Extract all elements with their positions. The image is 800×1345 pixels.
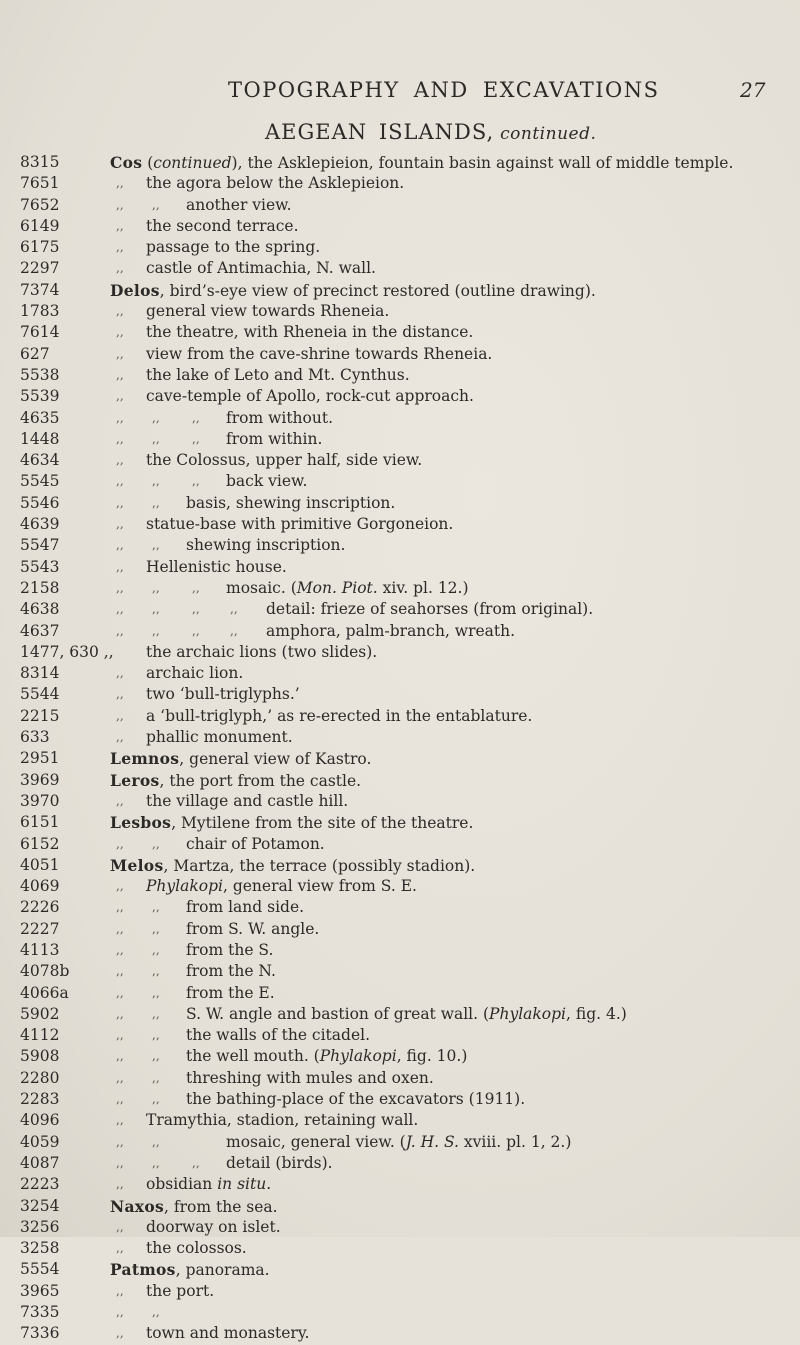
ditto-mark: ,, <box>192 431 200 446</box>
catalogue-entry <box>20 450 790 471</box>
ditto-mark: ,, <box>116 517 124 532</box>
slide-number: 2283 <box>20 1090 60 1109</box>
ditto-mark: ,, <box>152 1092 160 1107</box>
catalogue-entry <box>20 1302 790 1323</box>
slide-number: 2215 <box>20 706 60 725</box>
slide-number: 4087 <box>20 1153 60 1172</box>
entry-description: archaic lion. <box>146 664 244 683</box>
entry-description: statue-base with primitive Gorgoneion. <box>146 515 454 534</box>
slide-number: 4051 <box>20 855 60 874</box>
slide-number: 7374 <box>20 280 60 299</box>
ditto-mark: ,, <box>116 921 124 936</box>
entry-description: view from the cave-shrine towards Rheneia. <box>146 344 493 363</box>
catalogue-entry <box>20 195 790 216</box>
catalogue-entry <box>20 876 790 897</box>
catalogue-entry <box>20 535 790 556</box>
slide-number: 2226 <box>20 898 60 917</box>
catalogue-entry <box>20 1217 790 1238</box>
entry-description: Lesbos, Mytilene from the site of the theatre. <box>110 813 474 833</box>
ditto-mark: ,, <box>116 623 124 638</box>
catalogue-entry <box>20 855 790 876</box>
entry-description: from without. <box>226 408 334 427</box>
slide-number: 5543 <box>20 557 60 576</box>
entry-description: mosaic, general view. (J. H. S. xviii. pl. 1, 2.) <box>226 1132 572 1151</box>
slide-number: 1448 <box>20 429 60 448</box>
ditto-mark: ,, <box>116 1305 124 1320</box>
ditto-mark: ,, <box>116 304 124 319</box>
ditto-mark: ,, <box>116 964 124 979</box>
catalogue-entry <box>20 237 790 258</box>
catalogue-entry <box>20 173 790 194</box>
entry-description: Naxos, from the sea. <box>110 1196 278 1216</box>
ditto-mark: ,, <box>116 1326 124 1341</box>
slide-number: 4639 <box>20 515 60 534</box>
entry-description: detail (birds). <box>226 1153 333 1172</box>
ditto-mark: ,, <box>116 197 124 212</box>
entry-description: threshing with mules and oxen. <box>186 1068 434 1087</box>
ditto-mark: ,, <box>230 602 238 617</box>
entry-description: from the S. <box>186 940 274 959</box>
catalogue-entry <box>20 621 790 642</box>
catalogue-entry <box>20 812 790 833</box>
entry-description: amphora, palm-branch, wreath. <box>266 621 516 640</box>
slide-number: 4637 <box>20 621 60 640</box>
slide-number: 4096 <box>20 1111 60 1130</box>
entry-description: cave-temple of Apollo, rock-cut approach. <box>146 387 474 406</box>
ditto-mark: ,, <box>192 602 200 617</box>
entry-description: the archaic lions (two slides). <box>146 642 378 661</box>
entry-description: from within. <box>226 429 323 448</box>
ditto-mark: ,, <box>152 985 160 1000</box>
slide-number: 7651 <box>20 174 60 193</box>
ditto-mark: ,, <box>116 453 124 468</box>
entry-description: a ‘bull-triglyph,’ as re-erected in the entablature. <box>146 706 533 725</box>
ditto-mark: ,, <box>116 1113 124 1128</box>
entry-description: S. W. angle and bastion of great wall. (Phylakopi, fig. 4.) <box>186 1004 627 1023</box>
entry-description: the lake of Leto and Mt. Cynthus. <box>146 365 410 384</box>
entry-description: Melos, Martza, the terrace (possibly stadion). <box>110 855 476 875</box>
ditto-mark: ,, <box>116 261 124 276</box>
entry-description: the bathing-place of the excavators (1911). <box>186 1090 526 1109</box>
ditto-mark: ,, <box>116 1155 124 1170</box>
ditto-mark: ,, <box>152 495 160 510</box>
slide-number: 2223 <box>20 1175 60 1194</box>
entry-description: the well mouth. (Phylakopi, fig. 10.) <box>186 1047 468 1066</box>
ditto-mark: ,, <box>116 1070 124 1085</box>
ditto-mark: ,, <box>116 176 124 191</box>
entry-description: the agora below the Asklepieion. <box>146 174 405 193</box>
ditto-mark: ,, <box>116 730 124 745</box>
ditto-mark: ,, <box>152 1028 160 1043</box>
catalogue-entry <box>20 1132 790 1153</box>
ditto-mark: ,, <box>152 1049 160 1064</box>
slide-number: 2158 <box>20 578 60 597</box>
catalogue-entry <box>20 1238 790 1259</box>
slide-number: 2297 <box>20 259 60 278</box>
ditto-mark: ,, <box>116 1134 124 1149</box>
slide-number: 3258 <box>20 1239 60 1258</box>
entry-description: the walls of the citadel. <box>186 1026 371 1045</box>
catalogue-entry <box>20 301 790 322</box>
ditto-mark: ,, <box>116 836 124 851</box>
catalogue-entry <box>20 727 790 748</box>
ditto-mark: ,, <box>116 389 124 404</box>
slide-number: 633 <box>20 728 50 747</box>
slide-number: 4078b <box>20 962 70 981</box>
catalogue-entry <box>20 1174 790 1195</box>
slide-number: 5908 <box>20 1047 60 1066</box>
slide-number: 6152 <box>20 834 60 853</box>
ditto-mark: ,, <box>116 495 124 510</box>
slide-number: 4634 <box>20 451 60 470</box>
ditto-mark: ,, <box>116 1241 124 1256</box>
slide-number: 3970 <box>20 791 60 810</box>
catalogue-entry <box>20 1110 790 1131</box>
slide-number: 4113 <box>20 940 60 959</box>
slide-number: 4066a <box>20 983 69 1002</box>
slide-number: 3254 <box>20 1196 60 1215</box>
slide-number: 5544 <box>20 685 60 704</box>
slide-number: 7614 <box>20 323 60 342</box>
ditto-mark: ,, <box>116 900 124 915</box>
ditto-mark: ,, <box>116 1006 124 1021</box>
ditto-mark: ,, <box>230 623 238 638</box>
ditto-mark: ,, <box>152 921 160 936</box>
ditto-mark: ,, <box>116 1177 124 1192</box>
slide-number: 1477, 630 ,, <box>20 642 114 661</box>
entry-description: Leros, the port from the castle. <box>110 770 362 790</box>
slide-number: 2280 <box>20 1068 60 1087</box>
catalogue-entry <box>20 1089 790 1110</box>
ditto-mark: ,, <box>116 325 124 340</box>
ditto-mark: ,, <box>152 900 160 915</box>
ditto-mark: ,, <box>116 367 124 382</box>
slide-number: 5554 <box>20 1260 60 1279</box>
entry-description: obsidian in situ. <box>146 1175 272 1194</box>
ditto-mark: ,, <box>152 602 160 617</box>
ditto-mark: ,, <box>192 410 200 425</box>
entry-description: mosaic. (Mon. Piot. xiv. pl. 12.) <box>226 578 469 597</box>
entry-description: shewing inscription. <box>186 536 346 555</box>
ditto-mark: ,, <box>116 942 124 957</box>
catalogue-entry <box>20 258 790 279</box>
ditto-mark: ,, <box>116 687 124 702</box>
slide-number: 6149 <box>20 216 60 235</box>
entry-description: town and monastery. <box>146 1324 310 1343</box>
entry-description: basis, shewing inscription. <box>186 493 396 512</box>
ditto-mark: ,, <box>152 623 160 638</box>
catalogue-entry <box>20 1004 790 1025</box>
ditto-mark: ,, <box>152 474 160 489</box>
slide-number: 8314 <box>20 664 60 683</box>
ditto-mark: ,, <box>116 879 124 894</box>
catalogue-entry <box>20 408 790 429</box>
ditto-mark: ,, <box>116 410 124 425</box>
running-head: TOPOGRAPHY AND EXCAVATIONS <box>228 78 660 102</box>
entry-description: from the E. <box>186 983 275 1002</box>
catalogue-entry <box>20 599 790 620</box>
ditto-mark: ,, <box>192 580 200 595</box>
slide-number: 5539 <box>20 387 60 406</box>
entry-description: phallic monument. <box>146 728 293 747</box>
ditto-mark: ,, <box>116 474 124 489</box>
ditto-mark: ,, <box>152 942 160 957</box>
ditto-mark: ,, <box>116 1283 124 1298</box>
catalogue-entry <box>20 152 790 173</box>
slide-number: 7652 <box>20 195 60 214</box>
entry-description: the second terrace. <box>146 216 299 235</box>
entry-description: doorway on islet. <box>146 1217 281 1236</box>
ditto-mark: ,, <box>116 580 124 595</box>
catalogue-entry <box>20 557 790 578</box>
slide-number: 4638 <box>20 600 60 619</box>
ditto-mark: ,, <box>116 602 124 617</box>
ditto-mark: ,, <box>152 836 160 851</box>
slide-number: 5545 <box>20 472 60 491</box>
entry-description: from the N. <box>186 962 276 981</box>
section-title <box>265 120 596 144</box>
ditto-mark: ,, <box>116 1049 124 1064</box>
entry-description: from S. W. angle. <box>186 919 320 938</box>
entry-description: from land side. <box>186 898 305 917</box>
ditto-mark: ,, <box>116 538 124 553</box>
catalogue-entry <box>20 280 790 301</box>
catalogue-entry <box>20 1046 790 1067</box>
ditto-mark: ,, <box>116 1219 124 1234</box>
ditto-mark: ,, <box>152 197 160 212</box>
ditto-mark: ,, <box>116 346 124 361</box>
ditto-mark: ,, <box>152 580 160 595</box>
entry-description: Tramythia, stadion, retaining wall. <box>146 1111 419 1130</box>
catalogue-entry <box>20 706 790 727</box>
slide-number: 3965 <box>20 1281 60 1300</box>
ditto-mark: ,, <box>152 1155 160 1170</box>
entry-description: the colossos. <box>146 1239 247 1258</box>
catalogue-entry <box>20 1153 790 1174</box>
entry-description: general view towards Rheneia. <box>146 302 390 321</box>
ditto-mark: ,, <box>152 538 160 553</box>
entry-description: Phylakopi, general view from S. E. <box>146 877 417 896</box>
entry-description: Cos (continued), the Asklepieion, fountain basin against wall of middle temple. <box>110 153 734 172</box>
catalogue-entry <box>20 1068 790 1089</box>
slide-number: 5547 <box>20 536 60 555</box>
entry-description: Hellenistic house. <box>146 557 287 576</box>
ditto-mark: ,, <box>192 474 200 489</box>
entry-description: two ‘bull-triglyphs.’ <box>146 685 300 704</box>
ditto-mark: ,, <box>116 1092 124 1107</box>
catalogue-entries <box>20 152 790 1345</box>
catalogue-entry <box>20 642 790 663</box>
catalogue-entry <box>20 1259 790 1280</box>
catalogue-entry <box>20 983 790 1004</box>
catalogue-entry <box>20 386 790 407</box>
catalogue-entry <box>20 365 790 386</box>
catalogue-entry <box>20 429 790 450</box>
catalogue-entry <box>20 770 790 791</box>
catalogue-entry <box>20 216 790 237</box>
slide-number: 5538 <box>20 365 60 384</box>
catalogue-entry <box>20 919 790 940</box>
ditto-mark: ,, <box>192 623 200 638</box>
slide-number: 2227 <box>20 919 60 938</box>
ditto-mark: ,, <box>116 559 124 574</box>
ditto-mark: ,, <box>116 708 124 723</box>
slide-number: 7336 <box>20 1324 60 1343</box>
entry-description: passage to the spring. <box>146 238 321 257</box>
entry-description: the theatre, with Rheneia in the distance. <box>146 323 474 342</box>
slide-number: 4069 <box>20 877 60 896</box>
catalogue-entry <box>20 961 790 982</box>
ditto-mark: ,, <box>116 666 124 681</box>
ditto-mark: ,, <box>152 1305 160 1320</box>
entry-description: the village and castle hill. <box>146 791 349 810</box>
entry-description: another view. <box>186 195 292 214</box>
catalogue-entry <box>20 344 790 365</box>
slide-number: 3256 <box>20 1217 60 1236</box>
catalogue-entry <box>20 663 790 684</box>
slide-number: 3969 <box>20 770 60 789</box>
ditto-mark: ,, <box>116 218 124 233</box>
ditto-mark: ,, <box>152 1006 160 1021</box>
catalogue-entry <box>20 684 790 705</box>
entry-description: the Colossus, upper half, side view. <box>146 451 423 470</box>
catalogue-entry <box>20 514 790 535</box>
ditto-mark: ,, <box>116 793 124 808</box>
slide-number: 6151 <box>20 813 60 832</box>
slide-number: 6175 <box>20 238 60 257</box>
slide-number: 5546 <box>20 493 60 512</box>
slide-number: 4112 <box>20 1026 60 1045</box>
ditto-mark: ,, <box>152 1134 160 1149</box>
slide-number: 4059 <box>20 1132 60 1151</box>
entry-description: chair of Potamon. <box>186 834 325 853</box>
catalogue-entry <box>20 748 790 769</box>
slide-number: 7335 <box>20 1303 60 1322</box>
entry-description: Lemnos, general view of Kastro. <box>110 749 372 769</box>
catalogue-entry <box>20 791 790 812</box>
slide-number: 627 <box>20 344 50 363</box>
entry-description: the port. <box>146 1281 215 1300</box>
catalogue-entry <box>20 578 790 599</box>
entry-description: back view. <box>226 472 308 491</box>
entry-description: castle of Antimachia, N. wall. <box>146 259 376 278</box>
catalogue-entry <box>20 1323 790 1344</box>
slide-number: 2951 <box>20 749 60 768</box>
ditto-mark: ,, <box>152 964 160 979</box>
section-title-text: AEGEAN ISLANDS, <box>265 120 495 144</box>
slide-number: 8315 <box>20 153 60 171</box>
catalogue-entry <box>20 1196 790 1217</box>
ditto-mark: ,, <box>152 431 160 446</box>
slide-number: 4635 <box>20 408 60 427</box>
ditto-mark: ,, <box>152 1070 160 1085</box>
slide-number: 1783 <box>20 302 60 321</box>
ditto-mark: ,, <box>116 431 124 446</box>
ditto-mark: ,, <box>116 985 124 1000</box>
catalogue-entry <box>20 1281 790 1302</box>
ditto-mark: ,, <box>152 410 160 425</box>
catalogue-entry <box>20 322 790 343</box>
ditto-mark: ,, <box>116 1028 124 1043</box>
page-number: 27 <box>740 78 766 102</box>
catalogue-entry <box>20 940 790 961</box>
entry-description: Delos, bird’s-eye view of precinct restored (outline drawing). <box>110 280 596 300</box>
catalogue-entry <box>20 471 790 492</box>
slide-number: 5902 <box>20 1004 60 1023</box>
catalogue-entry <box>20 493 790 514</box>
ditto-mark: ,, <box>116 240 124 255</box>
entry-description: detail: frieze of seahorses (from original). <box>266 600 594 619</box>
section-continued: continued. <box>500 124 597 144</box>
catalogue-entry <box>20 834 790 855</box>
ditto-mark: ,, <box>192 1155 200 1170</box>
catalogue-entry <box>20 897 790 918</box>
catalogue-entry <box>20 1025 790 1046</box>
entry-description: Patmos, panorama. <box>110 1260 270 1280</box>
